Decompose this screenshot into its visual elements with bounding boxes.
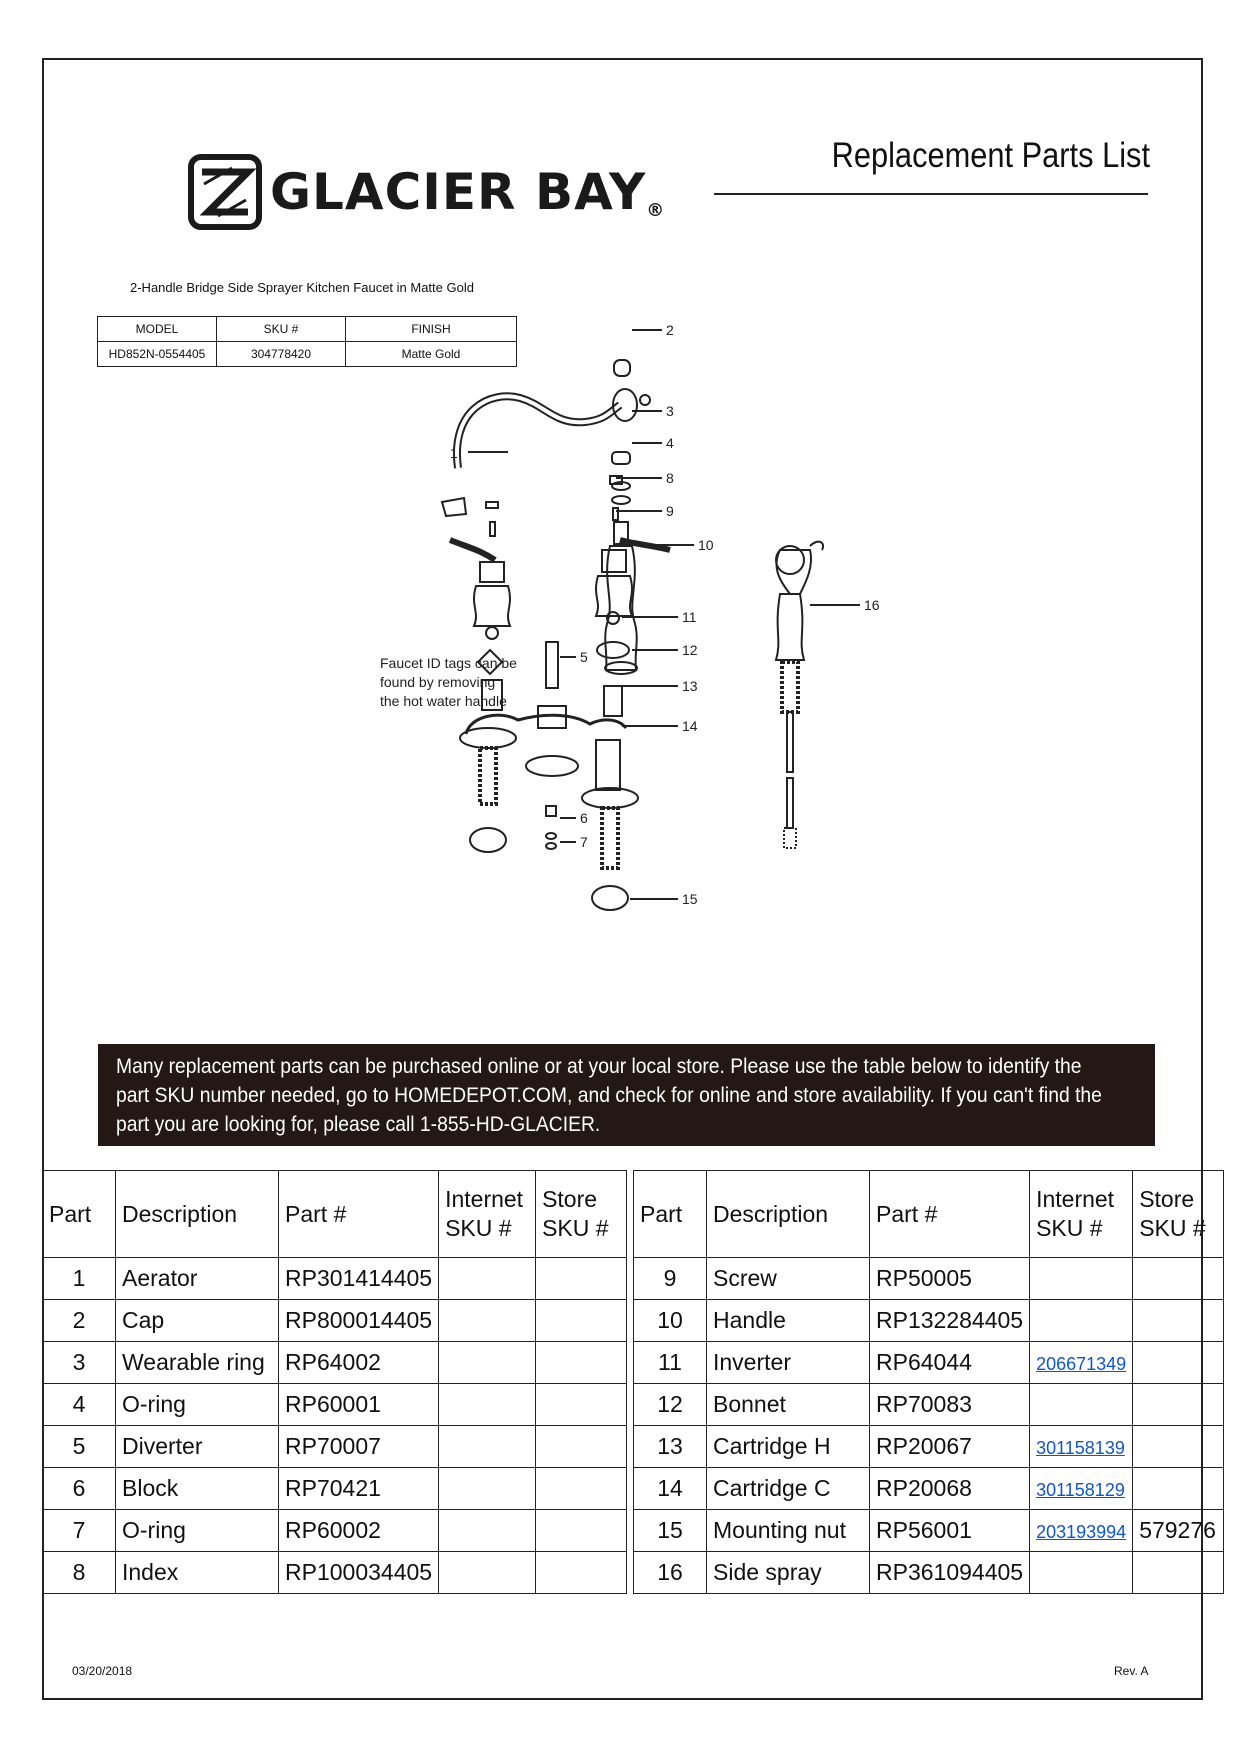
part-number-cell: 11 [634,1342,707,1384]
store-sku-cell [1133,1342,1224,1384]
table-row [43,1258,627,1300]
part-no-cell: RP70007 [279,1426,439,1468]
parts-table-right [633,1170,1224,1594]
internet-sku-cell [1030,1510,1133,1552]
table-row [43,1300,627,1342]
description-cell: Wearable ring [116,1342,279,1384]
parts-right-body [634,1258,1224,1594]
store-sku-cell [1133,1300,1224,1342]
description-cell: Aerator [116,1258,279,1300]
part-no-cell: RP20068 [870,1468,1030,1510]
parts-left-body [43,1258,627,1594]
table-row [634,1384,1224,1426]
internet-sku-cell [439,1300,536,1342]
callout-13: 13 [682,678,698,694]
table-row [634,1468,1224,1510]
description-cell: Handle [707,1300,870,1342]
table-row [634,1552,1224,1594]
callout-6: 6 [580,810,588,826]
table-row [634,1258,1224,1300]
purchase-notice [98,1044,1155,1146]
part-no-cell: RP60002 [279,1510,439,1552]
part-number-cell: 1 [43,1258,116,1300]
header-store-sku: Store SKU # [1133,1171,1224,1258]
part-no-cell: RP64002 [279,1342,439,1384]
table-row [43,1510,627,1552]
callout-10: 10 [698,537,714,553]
callout-5: 5 [580,649,588,665]
glacier-bay-logo-icon [188,154,262,230]
internet-sku-cell [439,1258,536,1300]
part-no-cell: RP56001 [870,1510,1030,1552]
table-row [634,1300,1224,1342]
spec-finish: Matte Gold [346,342,517,367]
description-cell: O-ring [116,1510,279,1552]
table-row [43,1468,627,1510]
part-no-cell: RP50005 [870,1258,1030,1300]
callout-7: 7 [580,834,588,850]
table-row [43,1384,627,1426]
internet-sku-cell [439,1384,536,1426]
part-no-cell: RP70421 [279,1468,439,1510]
internet-sku-cell [439,1552,536,1594]
title-divider [714,193,1148,195]
table-row [43,1342,627,1384]
header-part: Part [43,1171,116,1258]
store-sku-cell [536,1552,627,1594]
callout-4: 4 [666,435,674,451]
store-sku-cell [1133,1426,1224,1468]
description-cell: Index [116,1552,279,1594]
callout-14: 14 [682,718,698,734]
store-sku-cell [536,1426,627,1468]
part-no-cell: RP361094405 [870,1552,1030,1594]
internet-sku-cell [1030,1342,1133,1384]
description-cell: Cartridge C [707,1468,870,1510]
part-no-cell: RP20067 [870,1426,1030,1468]
internet-sku-cell [1030,1552,1133,1594]
document-revision: Rev. A [1114,1664,1149,1678]
parts-header-row [634,1171,1224,1258]
header-part: Part [634,1171,707,1258]
internet-sku-cell [1030,1426,1133,1468]
header-description: Description [116,1171,279,1258]
spec-model: HD852N-0554405 [98,342,217,367]
part-no-cell: RP301414405 [279,1258,439,1300]
internet-sku-cell [1030,1300,1133,1342]
spec-header-row [98,317,517,342]
callout-12: 12 [682,642,698,658]
callout-3: 3 [666,403,674,419]
internet-sku-link[interactable]: 301158129 [1036,1480,1125,1500]
parts-header-row [43,1171,627,1258]
callout-2: 2 [666,322,674,338]
part-no-cell: RP64044 [870,1342,1030,1384]
id-tag-note-line-3: the hot water handle [380,693,507,709]
internet-sku-link[interactable]: 206671349 [1036,1354,1127,1374]
part-number-cell: 14 [634,1468,707,1510]
product-name: 2-Handle Bridge Side Sprayer Kitchen Faucet in Matte Gold [130,280,474,295]
store-sku-cell [536,1300,627,1342]
registered-mark: ® [646,200,666,221]
part-no-cell: RP100034405 [279,1552,439,1594]
part-number-cell: 15 [634,1510,707,1552]
store-sku-cell [1133,1552,1224,1594]
spec-header-sku: SKU # [217,317,346,342]
page-title: Replacement Parts List [831,136,1150,175]
callout-16: 16 [864,597,880,613]
internet-sku-link[interactable]: 301158139 [1036,1438,1125,1458]
description-cell: Block [116,1468,279,1510]
part-number-cell: 7 [43,1510,116,1552]
description-cell: Inverter [707,1342,870,1384]
store-sku-cell [536,1342,627,1384]
table-row [634,1342,1224,1384]
callout-11: 11 [682,609,697,625]
internet-sku-cell [1030,1258,1133,1300]
part-number-cell: 5 [43,1426,116,1468]
store-sku-cell [1133,1384,1224,1426]
id-tag-note-line-1: Faucet ID tags can be [380,655,517,671]
notice-line-3: part you are looking for, please call 1-855-HD-GLACIER. [116,1113,601,1136]
internet-sku-cell [1030,1384,1133,1426]
parts-table-left [42,1170,627,1594]
description-cell: Bonnet [707,1384,870,1426]
store-sku-cell [536,1384,627,1426]
part-number-cell: 2 [43,1300,116,1342]
brand-name-text: GLACIER BAY [270,163,647,221]
internet-sku-cell [439,1510,536,1552]
part-number-cell: 10 [634,1300,707,1342]
description-cell: Diverter [116,1426,279,1468]
header-internet-sku: Internet SKU # [439,1171,536,1258]
part-no-cell: RP60001 [279,1384,439,1426]
description-cell: O-ring [116,1384,279,1426]
store-sku-cell [536,1510,627,1552]
part-no-cell: RP70083 [870,1384,1030,1426]
callout-8: 8 [666,470,674,486]
part-number-cell: 6 [43,1468,116,1510]
part-number-cell: 16 [634,1552,707,1594]
header-part-number: Part # [279,1171,439,1258]
store-sku-cell [1133,1258,1224,1300]
header-description: Description [707,1171,870,1258]
description-cell: Mounting nut [707,1510,870,1552]
spec-header-finish: FINISH [346,317,517,342]
description-cell: Side spray [707,1552,870,1594]
part-no-cell: RP132284405 [870,1300,1030,1342]
brand-logo [188,154,665,230]
brand-name [270,163,665,221]
id-tag-note-line-2: found by removing [380,674,496,690]
store-sku-cell [536,1258,627,1300]
header-part-number: Part # [870,1171,1030,1258]
description-cell: Cap [116,1300,279,1342]
part-number-cell: 12 [634,1384,707,1426]
internet-sku-link[interactable]: 203193994 [1036,1522,1127,1542]
internet-sku-cell [439,1468,536,1510]
part-number-cell: 3 [43,1342,116,1384]
spec-header-model: MODEL [98,317,217,342]
spec-sku: 304778420 [217,342,346,367]
part-number-cell: 13 [634,1426,707,1468]
document-date: 03/20/2018 [72,1664,133,1678]
callout-9: 9 [666,503,674,519]
header-store-sku: Store SKU # [536,1171,627,1258]
table-row [43,1552,627,1594]
notice-line-1: Many replacement parts can be purchased online or at your local store. Please use the table below to identify the [116,1055,1082,1078]
notice-line-2: part SKU number needed, go to HOMEDEPOT.COM, and check for online and store availability. If you can't find the [116,1084,1102,1107]
description-cell: Cartridge H [707,1426,870,1468]
internet-sku-cell [439,1426,536,1468]
table-row [43,1426,627,1468]
store-sku-cell: 579276 [1133,1510,1224,1552]
part-number-cell: 8 [43,1552,116,1594]
description-cell: Screw [707,1258,870,1300]
internet-sku-cell [439,1342,536,1384]
store-sku-cell [1133,1468,1224,1510]
table-row [634,1510,1224,1552]
part-number-cell: 4 [43,1384,116,1426]
callout-15: 15 [682,891,698,907]
internet-sku-cell [1030,1468,1133,1510]
store-sku-cell [536,1468,627,1510]
part-no-cell: RP800014405 [279,1300,439,1342]
header-internet-sku: Internet SKU # [1030,1171,1133,1258]
table-row [634,1426,1224,1468]
callout-1: 1 [450,445,458,461]
part-number-cell: 9 [634,1258,707,1300]
